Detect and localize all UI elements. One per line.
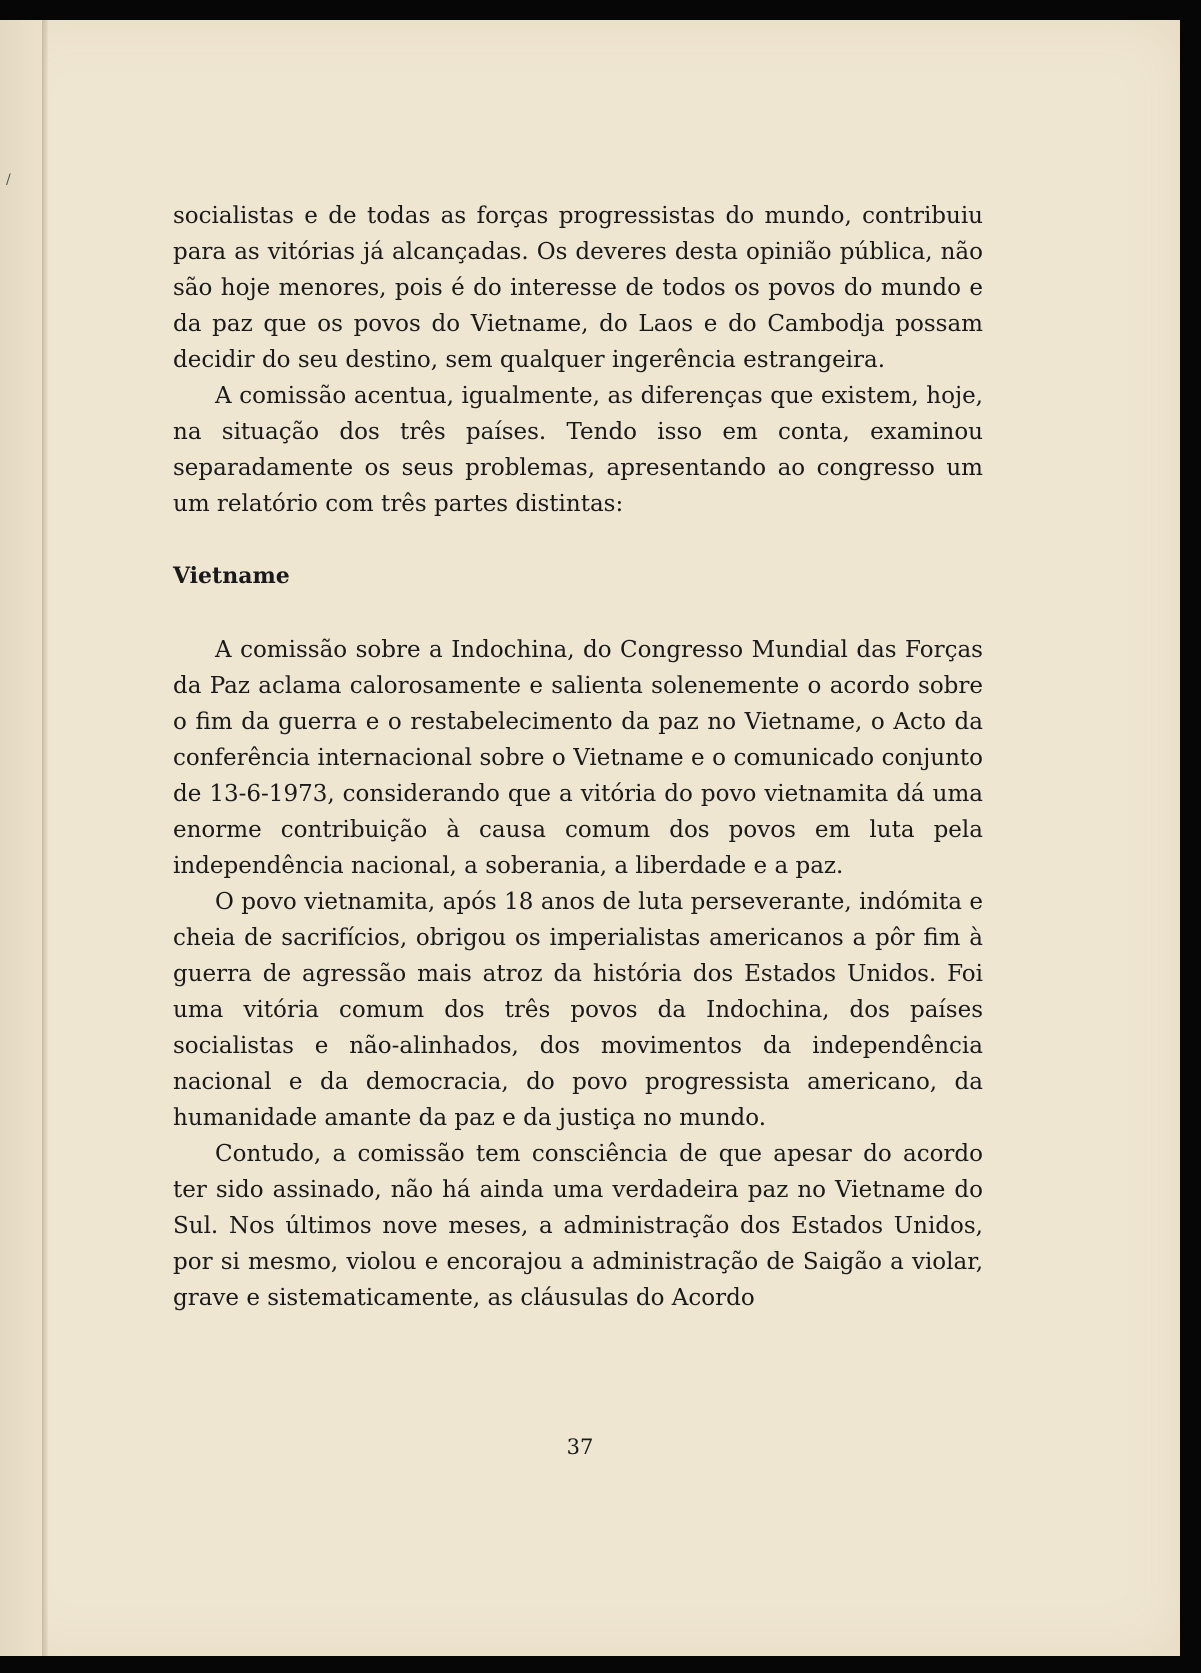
- section-heading: Vietname: [173, 563, 290, 589]
- page-binding-edge: [0, 20, 44, 1656]
- paragraph: O povo vietnamita, após 18 anos de luta perseverante, indómita e cheia de sacrifícios, obrigou os imperialistas americanos a pôr fim à guerra de agressão mais atroz da história dos Estados Unidos. Foi uma vitória comum dos três povos da Indochina, dos países socialistas e não-alinhados, dos movimentos da independência nacional e da democracia, do povo progressista americano, da humanidade amante da paz e da justiça no mundo.: [173, 889, 983, 1131]
- book-page: [0, 20, 1180, 1656]
- page-number: 37: [566, 1435, 594, 1459]
- body-text: [173, 198, 983, 1316]
- page-spine-shadow: [42, 20, 48, 1656]
- paragraph: A comissão sobre a Indochina, do Congresso Mundial das Forças da Paz aclama calorosamente e salienta solenemente o acordo sobre o fim da guerra e o restabelecimento da paz no Vietname, o Acto da conferência internacional sobre o Vietname e o comunicado conjunto de 13-6-1973, considerando que a vitória do povo vietnamita dá uma enorme contribuição à causa comum dos povos em luta pela independência nacional, a soberania, a liberdade e a paz.: [173, 637, 983, 879]
- stray-mark: /: [6, 172, 11, 188]
- paragraph: A comissão acentua, igualmente, as diferenças que existem, hoje, na situação dos três países. Tendo isso em conta, examinou separadamente os seus problemas, apresentando ao congresso um um relatório com três partes distintas:: [173, 383, 983, 517]
- paragraph-continued: socialistas e de todas as forças progressistas do mundo, contribuiu para as vitórias já alcançadas. Os deveres desta opinião pública, não são hoje menores, pois é do interesse de todos os povos do mundo e da paz que os povos do Vietname, do Laos e do Cambodja possam decidir do seu destino, sem qualquer ingerência estrangeira.: [173, 203, 983, 373]
- paragraph: Contudo, a comissão tem consciência de que apesar do acordo ter sido assinado, não há ainda uma verdadeira paz no Vietname do Sul. Nos últimos nove meses, a administração dos Estados Unidos, por si mesmo, violou e encorajou a administração de Saigão a violar, grave e sistematicamente, as cláusulas do Acordo: [173, 1141, 983, 1311]
